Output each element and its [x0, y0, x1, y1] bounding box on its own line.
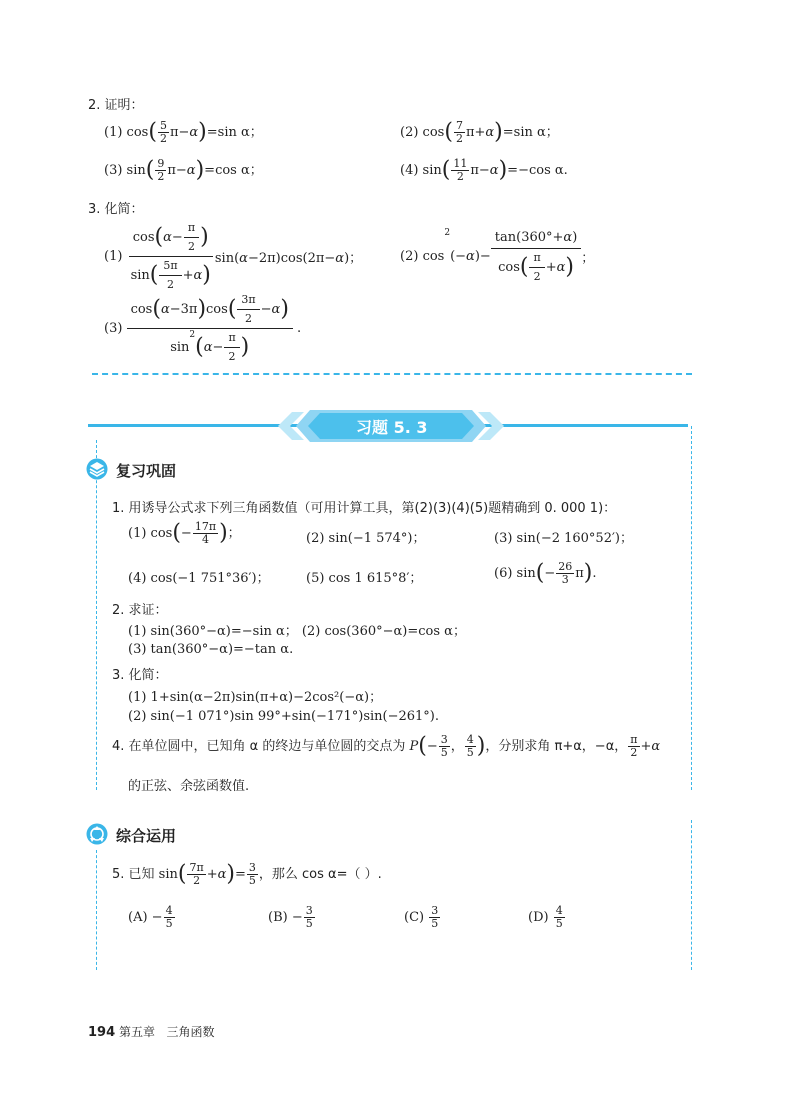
chapter-label: 第五章 [118, 1025, 155, 1039]
page-footer [88, 1023, 214, 1040]
cycle-icon [86, 823, 108, 845]
frame-right-1 [691, 426, 692, 790]
p1-item-1: (1) cos(− $\frac{17\pi}{4}$ )； [128, 520, 241, 546]
section-separator [92, 373, 692, 375]
q3-item-1: (1) cos(α− $\frac{\pi}{2}$ ) sin( $\frac{5\pi}{2}$ +α) sin(α−2π)cos(2π−α)； [104, 221, 363, 291]
p5-question: 5. 已知 sin( $\frac{7\pi}{2}$ +α)= $\frac{3}{5}$ ，那么 cos α=（ ）. [112, 861, 382, 887]
p1-item-5: (5) cos 1 615°8′； [306, 571, 423, 586]
p2-title: 2. 求证： [112, 603, 168, 618]
banner-title: 习题 5. 3 [356, 418, 428, 437]
page-number: 194 [88, 1025, 116, 1040]
q3-title: 3. 化简： [88, 202, 144, 217]
choice-b[interactable]: (B) − $\frac{3}{5}$ [268, 904, 313, 930]
q2-item-4: (4) sin( $\frac{11}{2}$ π−α)=−cos α. [400, 157, 568, 183]
p2-line-1: (1) sin(360°−α)=−sin α； (2) cos(360°−α)=cos α； [128, 624, 466, 639]
frame-right-2 [691, 820, 692, 970]
p1-item-3: (3) sin(−2 160°52′)； [494, 531, 633, 546]
q2-item-3: (3) sin( $\frac{9}{2}$ π−α)=cos α； [104, 157, 263, 183]
section-title-review: 复习巩固 [116, 462, 177, 480]
p2-line-2: (3) tan(360°−α)=−tan α. [128, 642, 294, 657]
q2-item-1: (1) cos( $\frac{5}{2}$ π−α)=sin α； [104, 119, 263, 145]
q3-item-3: (3) cos(α−3π)cos( $\frac{3\pi}{2}$ −α) $\sin^2(\alpha-$ $\frac{\pi}{2}$ ) . [104, 293, 302, 363]
choice-c[interactable]: (C) $\frac{3}{5}$ [404, 904, 439, 930]
layers-icon [86, 458, 108, 480]
banner [278, 410, 504, 446]
choice-d[interactable]: (D) $\frac{4}{5}$ [528, 904, 563, 930]
frame-left-2 [96, 850, 97, 970]
choice-a[interactable]: (A) − $\frac{4}{5}$ [128, 904, 173, 930]
p4-line-1: 4. 在单位圆中，已知角 α 的终边与单位圆的交点为 P(− $\frac{3}{5}$ ， $\frac{4}{5}$ )，分别求角 π+α，−α， $\frac{\pi}{2}$ +α [112, 733, 661, 759]
p1-text: 1. 用诱导公式求下列三角函数值（可用计算工具，第(2)(3)(4)(5)题精确到 0. 000 1)： [112, 501, 617, 516]
q2-title: 2. 证明： [88, 98, 144, 113]
p3-line-1: (1) 1+sin(α−2π)sin(π+α)−2cos²(−α)； [128, 690, 383, 705]
chapter-title: 三角函数 [166, 1025, 215, 1039]
q2-item-2: (2) cos( $\frac{7}{2}$ π+α)=sin α； [400, 119, 559, 145]
q3-item-2: (2) $\cos^2(-\alpha)-$ tan(360°+α) cos( $\frac{\pi}{2}$ +α) ； [400, 228, 595, 283]
section-title-comprehensive: 综合运用 [116, 827, 177, 845]
p4-line-2: 的正弦、余弦函数值. [128, 779, 250, 794]
p1-item-2: (2) sin(−1 574°)； [306, 531, 426, 546]
p3-line-2: (2) sin(−1 071°)sin 99°+sin(−171°)sin(−261°). [128, 709, 440, 724]
frame-left-1 [96, 440, 97, 790]
p3-title: 3. 化简： [112, 668, 168, 683]
p1-item-6: (6) sin(− $\frac{26}{3}$ π). [494, 560, 597, 586]
p1-item-4: (4) cos(−1 751°36′)； [128, 571, 270, 586]
